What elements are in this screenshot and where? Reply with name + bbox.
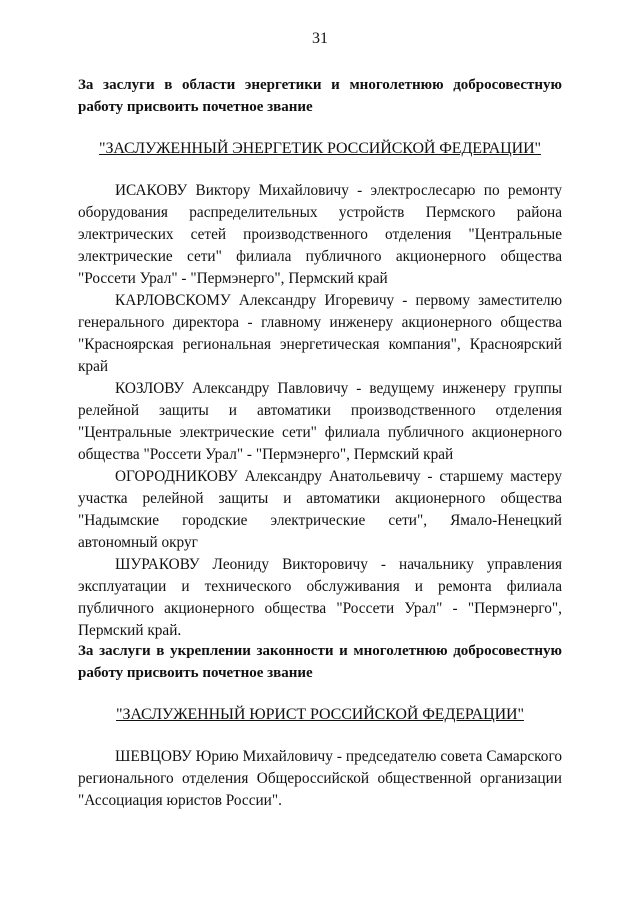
page-number: 31: [312, 30, 328, 47]
award-entry: КОЗЛОВУ Александру Павловичу - ведущему инженеру группы релейной защиты и автоматики производственного отделения "Центральные электрические сети" филиала публичного акционерного общества "Россети Урал" - "Пермэнерго", Пермский край: [78, 380, 562, 463]
section-intro: За заслуги в области энергетики и многолетнюю добросовестную работу присвоить почетное звание: [78, 77, 562, 115]
section-energy-title-block: [78, 138, 562, 160]
award-entry: ОГОРОДНИКОВУ Александру Анатольевичу - старшему мастеру участка релейной защиты и автоматики акционерного общества "Надымские городские электрические сети", Ямало-Ненецкий автономный округ: [78, 468, 562, 551]
section-intro: За заслуги в укреплении законности и многолетнюю добросовестную работу присвоить почетное звание: [78, 643, 562, 681]
section-title: "ЗАСЛУЖЕННЫЙ ЮРИСТ РОССИЙСКОЙ ФЕДЕРАЦИИ": [116, 706, 524, 723]
award-entry: КАРЛОВСКОМУ Александру Игоревичу - первому заместителю генерального директора - главному инженеру акционерного общества "Красноярская региональная энергетическая компания", Красноярский край: [78, 292, 562, 375]
section-energy-intro-block: [78, 74, 562, 118]
award-entry: ИСАКОВУ Виктору Михайловичу - электрослесарю по ремонту оборудования распределительных устройств Пермского района электрических сетей производственного отделения "Центральные электрические сети" филиала публичного акционерного общества "Россети Урал" - "Пермэнерго", Пермский край: [78, 182, 562, 287]
section-energy-entries: [78, 180, 562, 642]
section-title: "ЗАСЛУЖЕННЫЙ ЭНЕРГЕТИК РОССИЙСКОЙ ФЕДЕРАЦИИ": [99, 140, 541, 157]
section-law-title-block: [78, 704, 562, 726]
section-law-entries: [78, 746, 562, 812]
section-law-intro-block: [78, 640, 562, 684]
award-entry: ШЕВЦОВУ Юрию Михайловичу - председателю совета Самарского регионального отделения Общероссийской общественной организации "Ассоциация юристов России".: [78, 748, 562, 809]
award-entry: ШУРАКОВУ Леониду Викторовичу - начальнику управления эксплуатации и технического обслуживания и ремонта филиала публичного акционерного общества "Россети Урал" - "Пермэнерго", Пермский край.: [78, 556, 562, 639]
